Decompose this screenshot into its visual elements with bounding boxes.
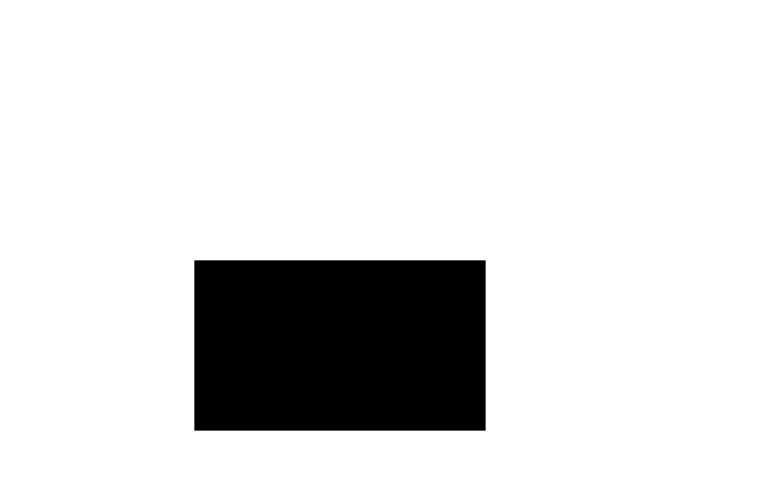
plate (195, 261, 485, 430)
